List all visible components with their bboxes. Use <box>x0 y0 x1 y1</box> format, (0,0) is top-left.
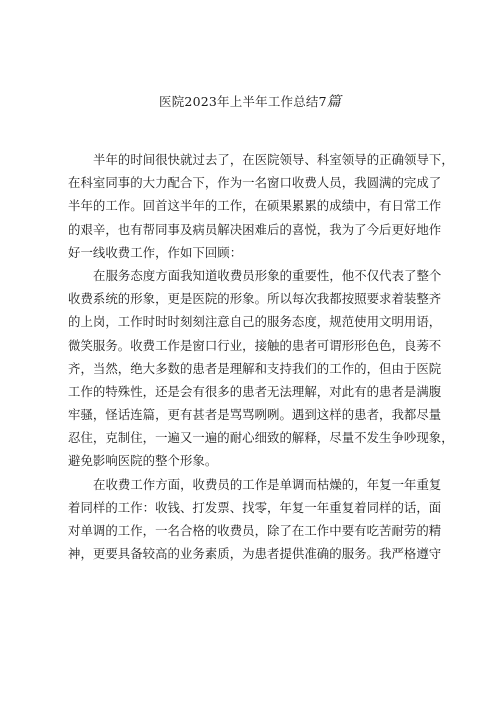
document-title-main: 医院2023年上半年工作总结7 <box>159 94 327 109</box>
body-text-line: 牢骚，怪话连篇，更有甚者是骂骂咧咧。遇到这样的患者，我都尽量 <box>68 407 442 423</box>
body-text-line: 的上岗，工作时时时刻刻注意自己的服务态度，规范使用文明用语， <box>68 314 442 330</box>
body-text-line: 对单调的工作，一名合格的收费员，除了在工作中要有吃苦耐劳的精 <box>68 523 442 538</box>
body-text-line: 在服务态度方面我知道收费员形象的重要性，他不仅代表了整个 <box>93 267 442 283</box>
body-text-line: 半年的时间很快就过去了，在医院领导、科室领导的正确领导下， <box>93 152 454 167</box>
body-text-line: 收费系统的形象，更是医院的形象。所以每次我都按照要求着装整齐 <box>68 291 442 307</box>
body-text-line: 在收费工作方面，收费员的工作是单调而枯燥的，年复一年重复 <box>93 476 442 492</box>
body-text-line: 的艰辛，也有帮同事及病员解决困难后的喜悦，我为了今后更好地作 <box>68 221 442 237</box>
body-text-line: 好一线收费工作，作如下回顾： <box>68 244 243 260</box>
body-text-line: 在科室同事的大力配合下，作为一名窗口收费人员，我圆满的完成了 <box>68 175 442 191</box>
document-title-end: 篇 <box>326 94 341 110</box>
body-text-line: 着同样的工作：收钱、打发票、找零，年复一年重复着同样的话，面 <box>68 499 442 515</box>
document-body <box>68 148 454 565</box>
body-text-line: 工作的特殊性，还是会有很多的患者无法理解，对此有的患者是满腹 <box>68 383 442 399</box>
body-text-line: 避免影响医院的整个形象。 <box>68 453 218 469</box>
document-title <box>0 94 500 110</box>
body-text-line: 齐，当然，绝大多数的患者是理解和支持我们的工作的，但由于医院 <box>68 360 442 376</box>
body-text-line: 半年的工作。回首这半年的工作，在硕果累累的成绩中，有日常工作 <box>68 198 442 214</box>
body-text-line: 微笑服务。收费工作是窗口行业，接触的患者可谓形形色色，良莠不 <box>68 337 442 353</box>
body-text-line: 神，更要具备较高的业务素质，为患者提供准确的服务。我严格遵守 <box>68 546 442 562</box>
body-text-line: 忍住，克制住，一遍又一遍的耐心细致的解释，尽量不发生争吵现象， <box>68 430 454 446</box>
